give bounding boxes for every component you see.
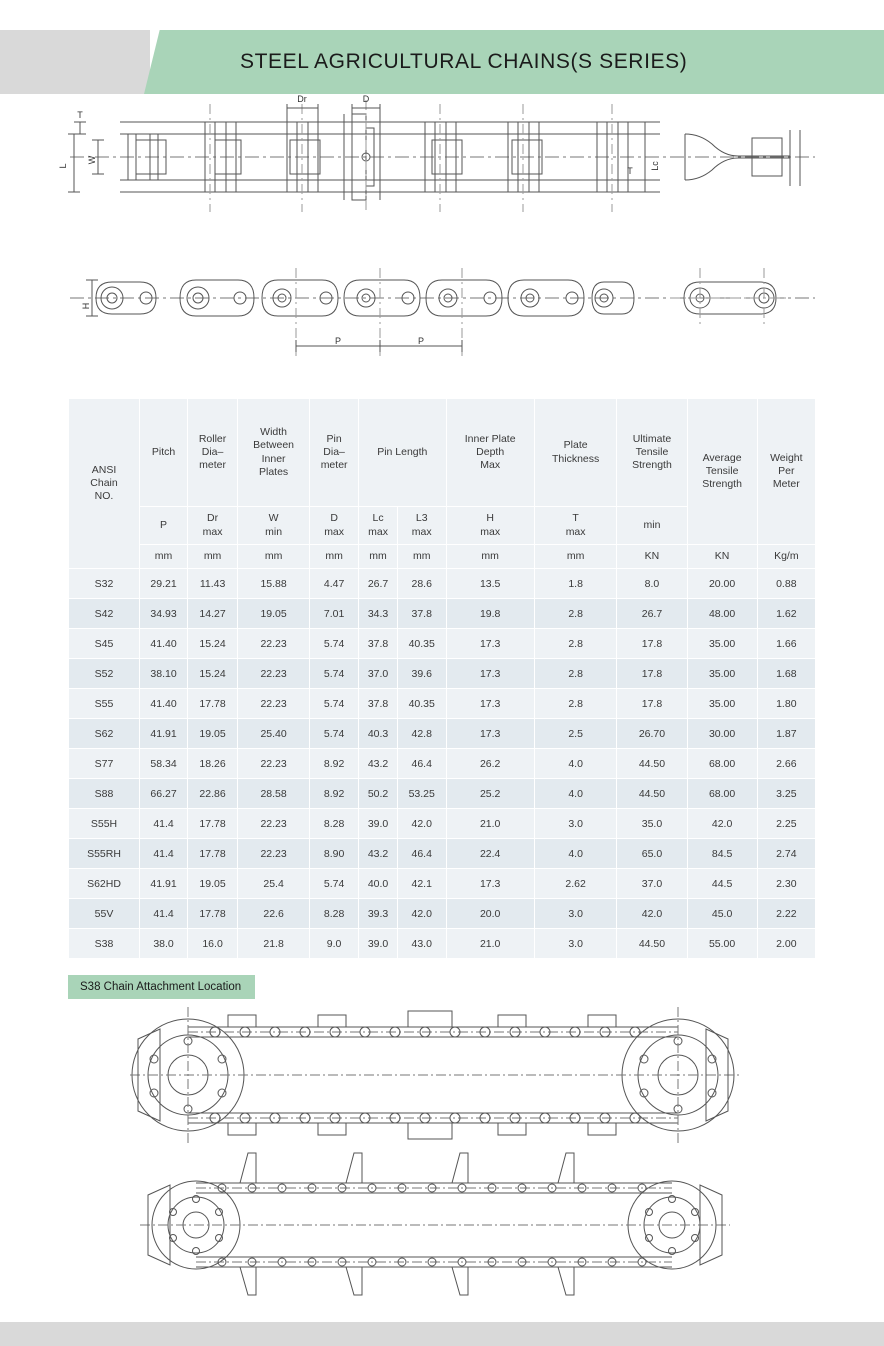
cell-ansi: S45 [69, 629, 140, 659]
ansi-line1: ANSI [91, 463, 117, 476]
table-row [69, 809, 816, 839]
cell-l3: 42.8 [397, 719, 446, 749]
cell-h: 17.3 [446, 659, 534, 689]
sym-lc: Lc [372, 512, 384, 525]
cell-ultimate: 17.8 [617, 689, 687, 719]
cell-w: 22.23 [238, 749, 310, 779]
pindia-line3: meter [320, 459, 348, 472]
platethk-line1: Plate [563, 439, 588, 452]
col-inner-plate-depth [446, 399, 534, 507]
cell-pitch: 29.21 [140, 569, 188, 599]
col-pin-length: Pin Length [359, 399, 446, 507]
label-dr: Dr [297, 94, 307, 104]
cell-weight: 2.30 [757, 869, 815, 899]
cell-ultimate: 35.0 [617, 809, 687, 839]
cell-ultimate: 26.70 [617, 719, 687, 749]
cell-ansi: S62 [69, 719, 140, 749]
ansi-line2: Chain [90, 476, 118, 489]
innerplate-line1: Inner Plate [464, 432, 516, 445]
cell-l3: 43.0 [397, 929, 446, 959]
cell-h: 26.2 [446, 749, 534, 779]
label-t-upper: T [77, 110, 83, 120]
cell-lc: 40.3 [359, 719, 398, 749]
ansi-line3: NO. [94, 490, 114, 503]
label-d: D [362, 94, 370, 104]
cell-d: 8.90 [310, 839, 359, 869]
innerplate-line3: Max [480, 459, 501, 472]
cell-ansi: S55H [69, 809, 140, 839]
cell-dr: 15.24 [188, 659, 238, 689]
sym-t-max: max [565, 525, 586, 538]
cell-lc: 43.2 [359, 839, 398, 869]
cell-weight: 1.80 [757, 689, 815, 719]
cell-ansi: S38 [69, 929, 140, 959]
cell-pitch: 41.91 [140, 869, 188, 899]
cell-t: 2.5 [534, 719, 617, 749]
table-header [69, 399, 816, 569]
cell-w: 25.4 [238, 869, 310, 899]
roller-line3: meter [199, 459, 226, 472]
cell-l3: 46.4 [397, 749, 446, 779]
cell-ultimate: 17.8 [617, 659, 687, 689]
cell-dr: 14.27 [188, 599, 238, 629]
cell-weight: 2.74 [757, 839, 815, 869]
cell-pitch: 41.4 [140, 839, 188, 869]
cell-w: 22.23 [238, 659, 310, 689]
width-line2: Between [253, 439, 295, 452]
cell-dr: 16.0 [188, 929, 238, 959]
chain-attachment-drawing-bottom [0, 1149, 884, 1299]
cell-d: 8.92 [310, 779, 359, 809]
cell-l3: 40.35 [397, 629, 446, 659]
cell-weight: 3.25 [757, 779, 815, 809]
cell-d: 5.74 [310, 659, 359, 689]
cell-dr: 19.05 [188, 719, 238, 749]
cell-t: 2.8 [534, 629, 617, 659]
unit-roller-diameter: mm [188, 545, 238, 569]
cell-d: 8.28 [310, 899, 359, 929]
unit-width: mm [238, 545, 310, 569]
cell-h: 13.5 [446, 569, 534, 599]
unit-l3: mm [397, 545, 446, 569]
sym-d-max: max [324, 525, 345, 538]
footer-grey-strip [0, 1322, 884, 1346]
weight-line3: Meter [772, 478, 800, 491]
cell-average: 45.0 [687, 899, 757, 929]
cell-lc: 34.3 [359, 599, 398, 629]
cell-t: 2.62 [534, 869, 617, 899]
label-p1: P [334, 336, 342, 346]
table-row [69, 599, 816, 629]
table-row [69, 569, 816, 599]
average-line2: Tensile [705, 464, 739, 477]
cell-pitch: 41.4 [140, 899, 188, 929]
cell-l3: 42.0 [397, 809, 446, 839]
cell-w: 25.40 [238, 719, 310, 749]
pindia-line2: Dia– [323, 445, 345, 458]
cell-h: 22.4 [446, 839, 534, 869]
cell-pitch: 66.27 [140, 779, 188, 809]
cell-ansi: S62HD [69, 869, 140, 899]
attachment-location-caption: S38 Chain Attachment Location [68, 975, 255, 999]
cell-dr: 19.05 [188, 869, 238, 899]
cell-l3: 28.6 [397, 569, 446, 599]
cell-pitch: 41.4 [140, 809, 188, 839]
cell-pitch: 34.93 [140, 599, 188, 629]
cell-ansi: S42 [69, 599, 140, 629]
cell-l3: 46.4 [397, 839, 446, 869]
cell-average: 84.5 [687, 839, 757, 869]
cell-d: 5.74 [310, 869, 359, 899]
sym-dr-max: max [202, 525, 223, 538]
cell-w: 15.88 [238, 569, 310, 599]
cell-h: 21.0 [446, 809, 534, 839]
cell-dr: 11.43 [188, 569, 238, 599]
cell-dr: 17.78 [188, 689, 238, 719]
cell-pitch: 41.91 [140, 719, 188, 749]
header-green-band [200, 30, 884, 94]
cell-h: 17.3 [446, 719, 534, 749]
weight-line1: Weight [770, 451, 803, 464]
sym-d: D [330, 512, 338, 525]
cell-ultimate: 8.0 [617, 569, 687, 599]
cell-ultimate: 42.0 [617, 899, 687, 929]
cell-dr: 17.78 [188, 839, 238, 869]
sym-width [238, 507, 310, 545]
header-grey-band [0, 30, 150, 94]
cell-ultimate: 44.50 [617, 929, 687, 959]
platethk-line2: Thickness [551, 452, 600, 465]
cell-w: 22.23 [238, 629, 310, 659]
cell-pitch: 41.40 [140, 689, 188, 719]
sym-lc-max: max [368, 525, 388, 538]
col-weight-per-meter [757, 399, 815, 545]
col-width-between-inner-plates [238, 399, 310, 507]
cell-dr: 15.24 [188, 629, 238, 659]
cell-t: 4.0 [534, 749, 617, 779]
cell-w: 22.23 [238, 809, 310, 839]
cell-ansi: S55 [69, 689, 140, 719]
cell-average: 48.00 [687, 599, 757, 629]
cell-average: 55.00 [687, 929, 757, 959]
cell-l3: 42.0 [397, 899, 446, 929]
sym-h [446, 507, 534, 545]
cell-t: 2.8 [534, 659, 617, 689]
cell-weight: 2.00 [757, 929, 815, 959]
cell-ansi: S32 [69, 569, 140, 599]
cell-ultimate: 17.8 [617, 629, 687, 659]
cell-l3: 53.25 [397, 779, 446, 809]
cell-ultimate: 26.7 [617, 599, 687, 629]
ultimate-line3: Strength [632, 459, 672, 472]
average-line3: Strength [702, 478, 742, 491]
cell-t: 3.0 [534, 809, 617, 839]
cell-pitch: 38.0 [140, 929, 188, 959]
cell-d: 5.74 [310, 719, 359, 749]
cell-dr: 17.78 [188, 899, 238, 929]
label-p2: P [417, 336, 425, 346]
cell-average: 68.00 [687, 779, 757, 809]
sym-l3: L3 [415, 512, 428, 525]
cell-ansi: S77 [69, 749, 140, 779]
cell-pitch: 41.40 [140, 629, 188, 659]
chain-plan-view-drawing [0, 94, 884, 254]
sym-pin-diameter [310, 507, 359, 545]
unit-h: mm [446, 545, 534, 569]
cell-weight: 2.25 [757, 809, 815, 839]
innerplate-line2: Depth [476, 445, 505, 458]
sym-h-max: max [480, 525, 501, 538]
cell-lc: 50.2 [359, 779, 398, 809]
unit-t: mm [534, 545, 617, 569]
cell-average: 35.00 [687, 659, 757, 689]
cell-ultimate: 37.0 [617, 869, 687, 899]
cell-d: 8.92 [310, 749, 359, 779]
cell-weight: 1.68 [757, 659, 815, 689]
page-header [0, 30, 884, 94]
cell-d: 5.74 [310, 689, 359, 719]
sym-roller-diameter [188, 507, 238, 545]
table-row [69, 749, 816, 779]
spec-table-container [68, 398, 816, 959]
cell-average: 20.00 [687, 569, 757, 599]
cell-average: 35.00 [687, 629, 757, 659]
cell-t: 2.8 [534, 689, 617, 719]
cell-lc: 26.7 [359, 569, 398, 599]
sym-dr: Dr [207, 512, 219, 525]
cell-pitch: 38.10 [140, 659, 188, 689]
pindia-line1: Pin [326, 432, 342, 445]
col-roller-diameter [188, 399, 238, 507]
cell-ultimate: 44.50 [617, 779, 687, 809]
cell-ultimate: 44.50 [617, 749, 687, 779]
cell-l3: 39.6 [397, 659, 446, 689]
cell-dr: 22.86 [188, 779, 238, 809]
cell-weight: 2.66 [757, 749, 815, 779]
cell-ansi: S55RH [69, 839, 140, 869]
sym-l3-max: max [411, 525, 432, 538]
header-green-wedge [144, 30, 200, 94]
cell-average: 35.00 [687, 689, 757, 719]
label-l: L [58, 163, 68, 169]
cell-lc: 43.2 [359, 749, 398, 779]
table-row [69, 719, 816, 749]
table-body [69, 569, 816, 959]
cell-h: 20.0 [446, 899, 534, 929]
cell-l3: 37.8 [397, 599, 446, 629]
sym-lc [359, 507, 398, 545]
page-title: STEEL AGRICULTURAL CHAINS(S SERIES) [240, 50, 688, 73]
cell-w: 22.6 [238, 899, 310, 929]
cell-d: 8.28 [310, 809, 359, 839]
width-line3: Inner [261, 452, 286, 465]
cell-t: 2.8 [534, 599, 617, 629]
cell-w: 28.58 [238, 779, 310, 809]
cell-lc: 39.0 [359, 929, 398, 959]
table-row [69, 659, 816, 689]
cell-w: 21.8 [238, 929, 310, 959]
table-row [69, 839, 816, 869]
cell-lc: 39.0 [359, 809, 398, 839]
ultimate-line2: Tensile [635, 445, 669, 458]
cell-lc: 40.0 [359, 869, 398, 899]
cell-l3: 40.35 [397, 689, 446, 719]
sym-w: W [268, 512, 279, 525]
cell-lc: 37.0 [359, 659, 398, 689]
cell-h: 25.2 [446, 779, 534, 809]
cell-pitch: 58.34 [140, 749, 188, 779]
cell-h: 17.3 [446, 689, 534, 719]
roller-line1: Roller [198, 432, 227, 445]
label-w: W [87, 155, 97, 165]
cell-d: 5.74 [310, 629, 359, 659]
cell-t: 3.0 [534, 929, 617, 959]
col-pin-diameter [310, 399, 359, 507]
cell-d: 9.0 [310, 929, 359, 959]
cell-t: 4.0 [534, 839, 617, 869]
chain-side-view-drawing [0, 254, 884, 384]
cell-d: 7.01 [310, 599, 359, 629]
cell-w: 22.23 [238, 689, 310, 719]
table-row [69, 629, 816, 659]
unit-ultimate: KN [617, 545, 687, 569]
cell-average: 68.00 [687, 749, 757, 779]
col-plate-thickness [534, 399, 617, 507]
cell-weight: 1.87 [757, 719, 815, 749]
cell-h: 17.3 [446, 869, 534, 899]
unit-average: KN [687, 545, 757, 569]
cell-ansi: 55V [69, 899, 140, 929]
cell-weight: 1.66 [757, 629, 815, 659]
cell-lc: 37.8 [359, 629, 398, 659]
label-t-right: T [627, 166, 633, 176]
cell-weight: 1.62 [757, 599, 815, 629]
table-row [69, 689, 816, 719]
label-lc: Lc [650, 161, 660, 171]
cell-weight: 0.88 [757, 569, 815, 599]
sym-pitch: P [140, 507, 188, 545]
ultimate-line1: Ultimate [632, 432, 672, 445]
width-line4: Plates [258, 465, 289, 478]
cell-l3: 42.1 [397, 869, 446, 899]
sym-l3 [397, 507, 446, 545]
table-row [69, 779, 816, 809]
table-row [69, 929, 816, 959]
cell-dr: 18.26 [188, 749, 238, 779]
cell-dr: 17.78 [188, 809, 238, 839]
cell-h: 19.8 [446, 599, 534, 629]
cell-ultimate: 65.0 [617, 839, 687, 869]
col-ultimate-tensile-strength [617, 399, 687, 507]
table-row [69, 869, 816, 899]
cell-average: 42.0 [687, 809, 757, 839]
cell-ansi: S52 [69, 659, 140, 689]
label-h: H [81, 302, 91, 310]
table-row [69, 899, 816, 929]
col-ansi-chain-no [69, 399, 140, 569]
sym-t: T [572, 512, 579, 525]
average-line1: Average [702, 451, 742, 464]
cell-t: 4.0 [534, 779, 617, 809]
cell-t: 3.0 [534, 899, 617, 929]
width-line1: Width [260, 426, 287, 439]
cell-d: 4.47 [310, 569, 359, 599]
cell-weight: 2.22 [757, 899, 815, 929]
chain-spec-table [68, 398, 816, 959]
unit-pitch: mm [140, 545, 188, 569]
cell-average: 30.00 [687, 719, 757, 749]
cell-lc: 39.3 [359, 899, 398, 929]
unit-pin-diameter: mm [310, 545, 359, 569]
sym-t [534, 507, 617, 545]
weight-line2: Per [778, 464, 795, 477]
unit-weight: Kg/m [757, 545, 815, 569]
cell-h: 17.3 [446, 629, 534, 659]
chain-attachment-drawing-top [0, 999, 884, 1149]
cell-w: 22.23 [238, 839, 310, 869]
sym-ultimate: min [617, 507, 687, 545]
sym-h: H [486, 512, 494, 525]
unit-lc: mm [359, 545, 398, 569]
cell-w: 19.05 [238, 599, 310, 629]
cell-h: 21.0 [446, 929, 534, 959]
col-average-tensile-strength [687, 399, 757, 545]
cell-average: 44.5 [687, 869, 757, 899]
cell-ansi: S88 [69, 779, 140, 809]
sym-w-min: min [265, 525, 283, 538]
cell-lc: 37.8 [359, 689, 398, 719]
roller-line2: Dia– [201, 445, 224, 458]
cell-t: 1.8 [534, 569, 617, 599]
col-pitch: Pitch [140, 399, 188, 507]
